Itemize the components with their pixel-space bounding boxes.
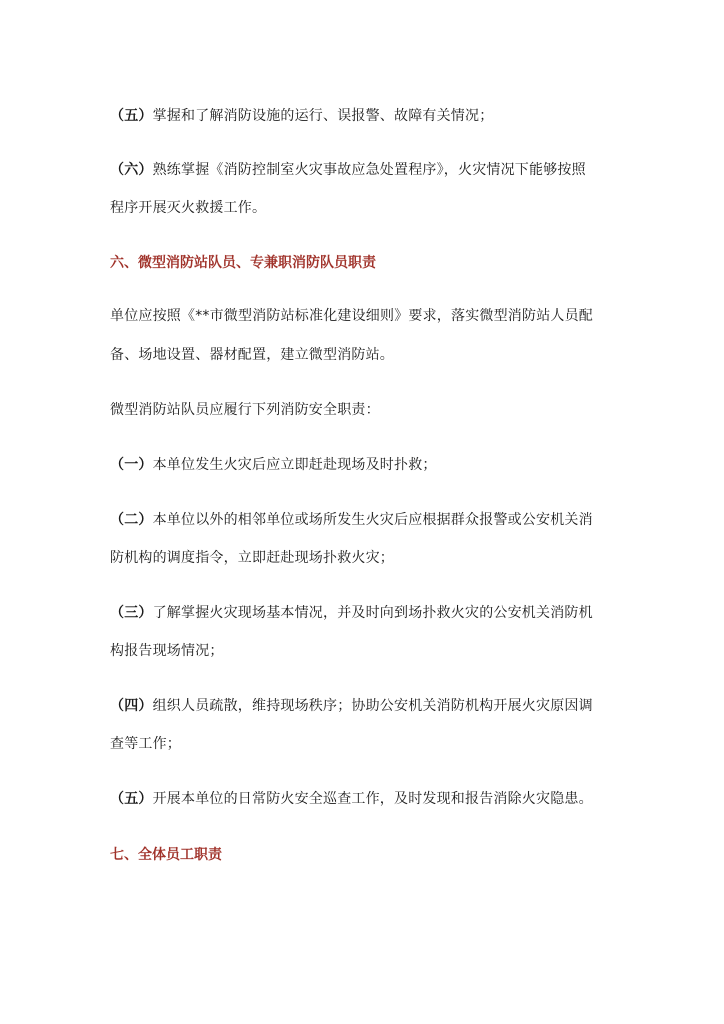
- item-text: 构报告现场情况；: [110, 643, 224, 659]
- item-number: （一）: [110, 457, 153, 473]
- paragraph-duties-intro: [110, 400, 610, 420]
- item-five-monitoring: [110, 106, 610, 126]
- item-number: （二）: [110, 512, 153, 528]
- paragraph-requirement: [110, 306, 610, 326]
- item-number: （五）: [110, 108, 153, 124]
- item-text: 本单位以外的相邻单位或场所发生火灾后应根据群众报警或公安机关消: [152, 512, 593, 528]
- paragraph-text: 备、场地设置、器材配置，建立微型消防站。: [110, 347, 394, 363]
- item-number: （五）: [110, 791, 153, 807]
- section-heading-seven: 七、全体员工职责: [110, 847, 222, 863]
- item-number: （四）: [110, 698, 153, 714]
- duty-item-one: [110, 455, 610, 475]
- item-number: （六）: [110, 162, 153, 178]
- duty-item-three: [110, 603, 610, 623]
- item-six-procedure-cont: [110, 198, 610, 218]
- item-text: 程序开展灭火救援工作。: [110, 200, 267, 216]
- paragraph-text: 微型消防站队员应履行下列消防安全职责：: [110, 402, 380, 418]
- item-text: 掌握和了解消防设施的运行、误报警、故障有关情况；: [152, 108, 494, 124]
- item-number: （三）: [110, 605, 153, 621]
- item-text: 本单位发生火灾后应立即赶赴现场及时扑救；: [152, 457, 437, 473]
- item-text: 了解掌握火灾现场基本情况，并及时向到场扑救火灾的公安机关消防机: [152, 605, 593, 621]
- duty-item-five: [110, 789, 610, 809]
- paragraph-text: 单位应按照《**市微型消防站标准化建设细则》要求，落实微型消防站人员配: [110, 308, 593, 324]
- duty-item-four-cont: [110, 734, 610, 754]
- item-text: 熟练掌握《消防控制室火灾事故应急处置程序》，火灾情况下能够按照: [152, 162, 586, 178]
- item-six-procedure: [110, 160, 610, 180]
- duty-item-four: [110, 696, 610, 716]
- item-text: 开展本单位的日常防火安全巡查工作，及时发现和报告消除火灾隐患。: [152, 791, 593, 807]
- paragraph-requirement-cont: [110, 345, 610, 365]
- item-text: 查等工作；: [110, 736, 181, 752]
- duty-item-two: [110, 510, 610, 530]
- duty-item-three-cont: [110, 641, 610, 661]
- section-heading-six: 六、微型消防站队员、专兼职消防队员职责: [110, 255, 376, 271]
- item-text: 组织人员疏散，维持现场秩序；协助公安机关消防机构开展火灾原因调: [152, 698, 593, 714]
- item-text: 防机构的调度指令，立即赶赴现场扑救火灾；: [110, 550, 394, 566]
- duty-item-two-cont: [110, 548, 610, 568]
